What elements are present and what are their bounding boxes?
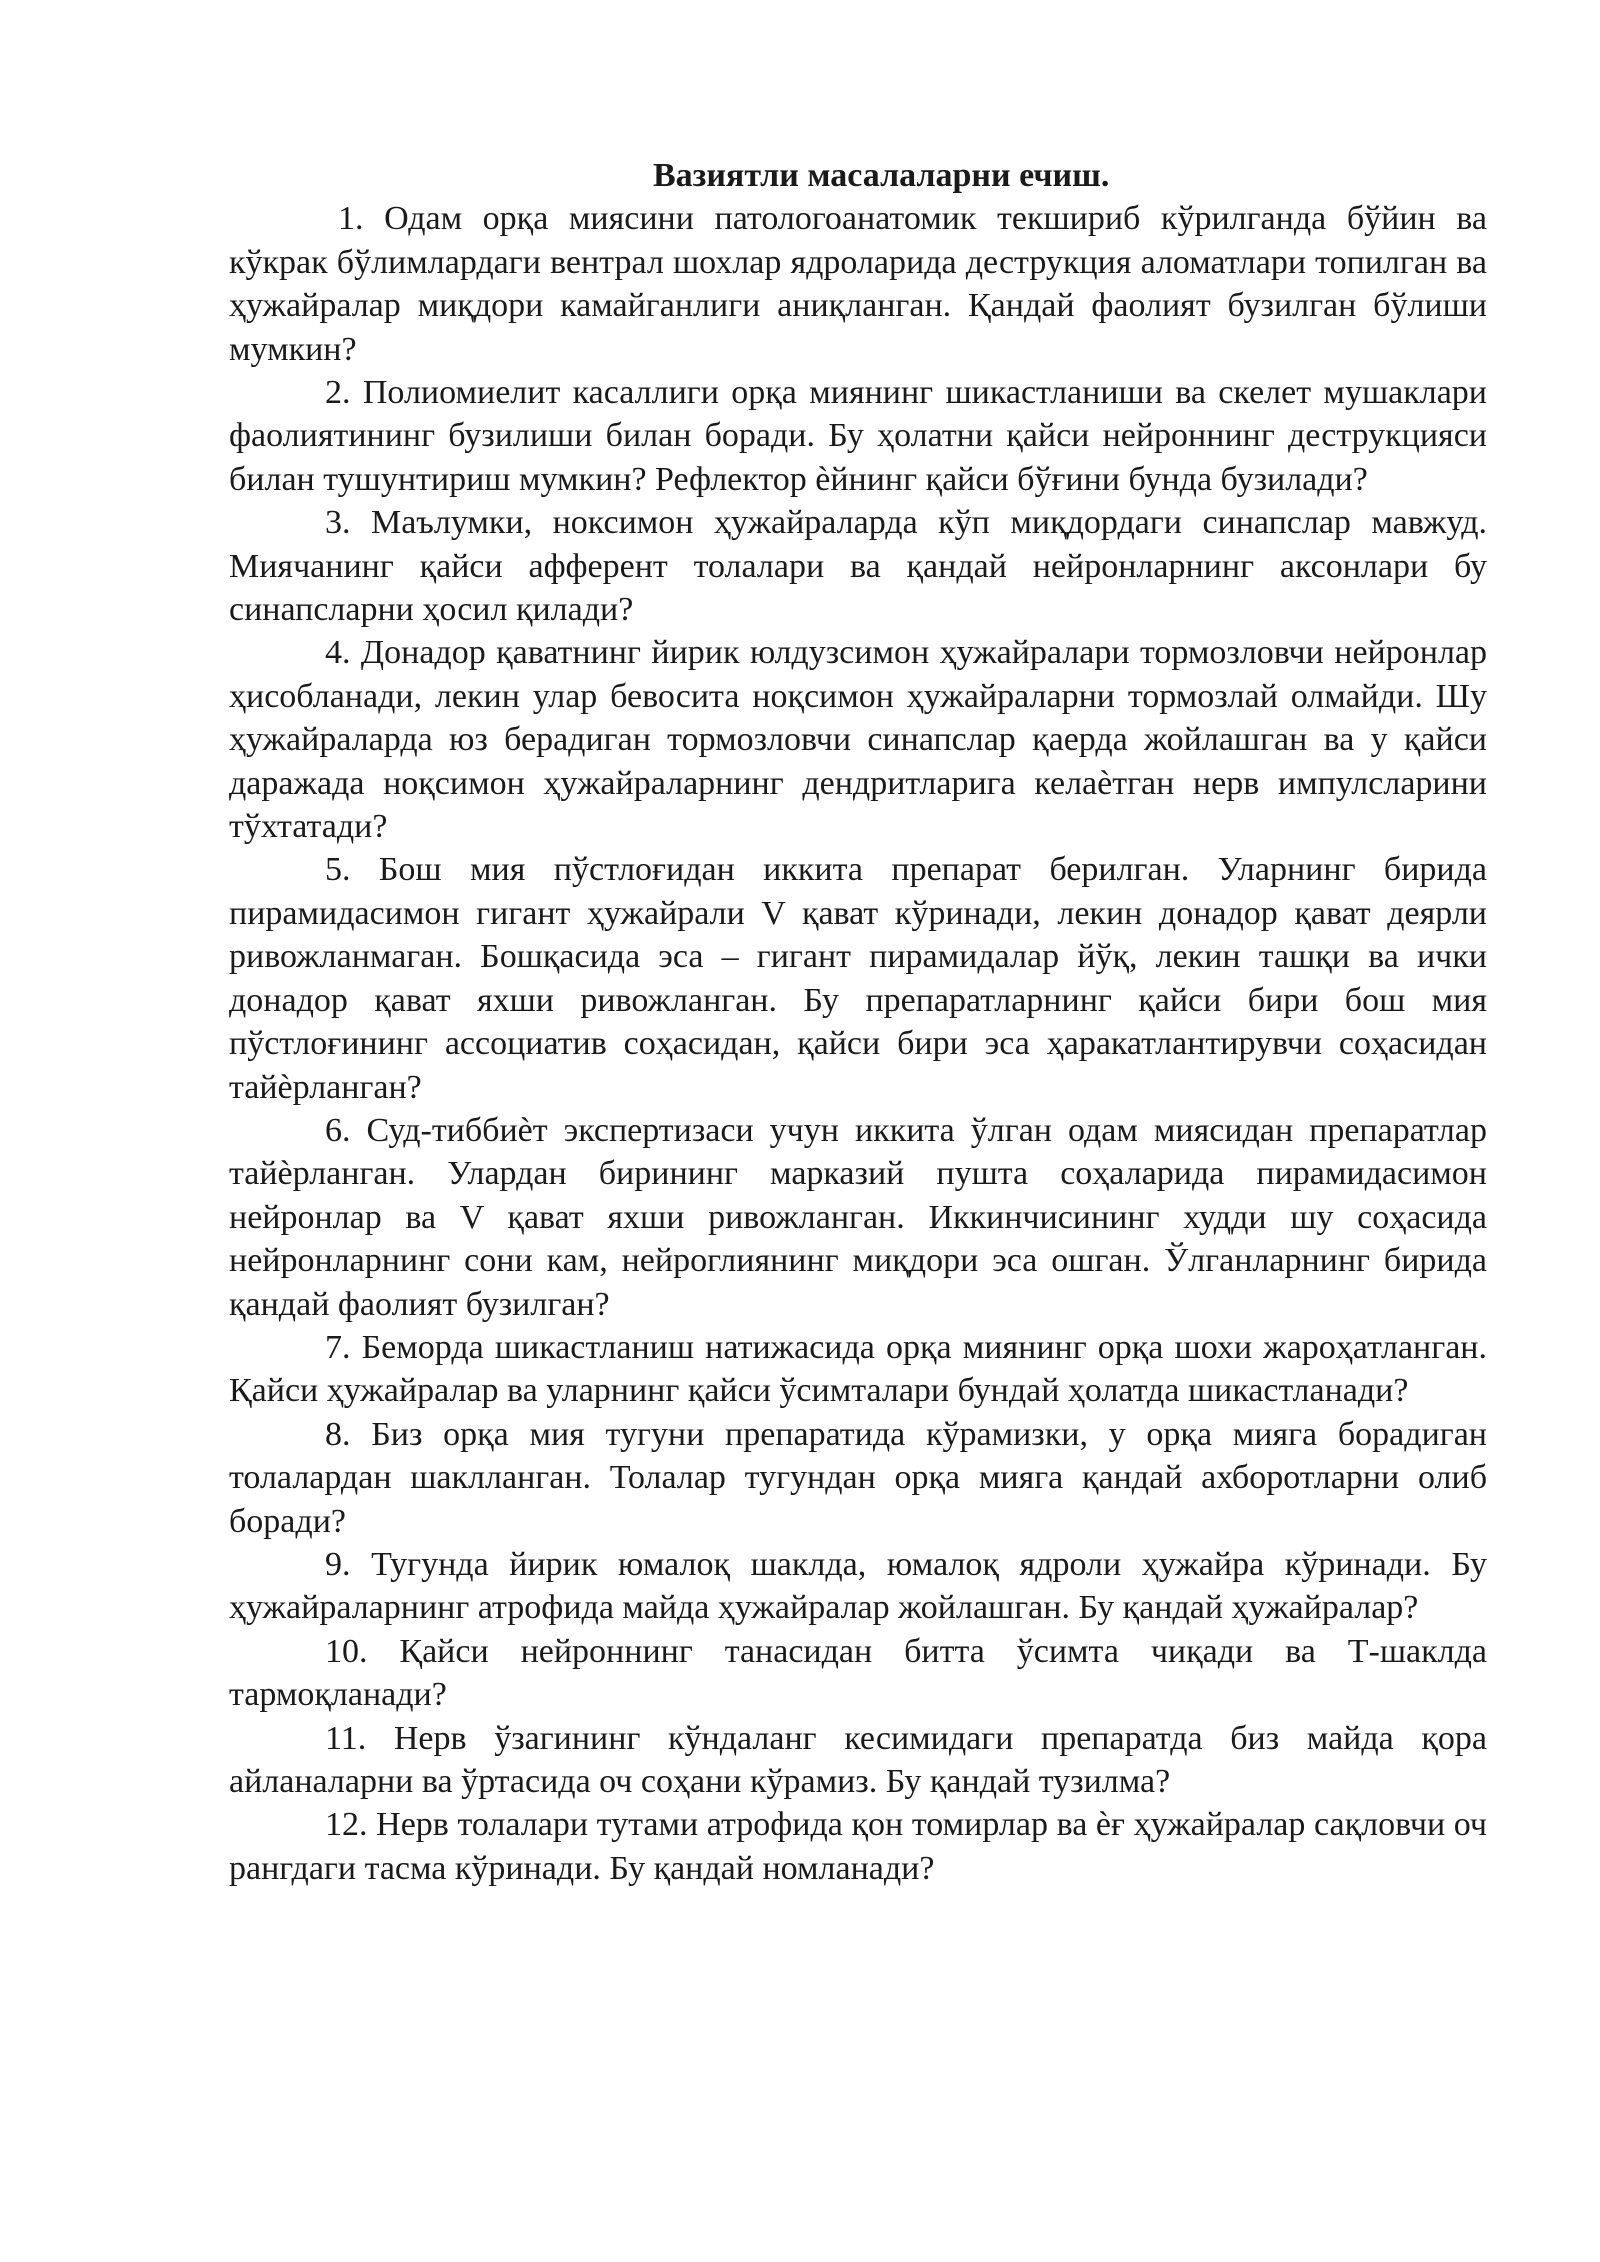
document-title: Вазиятли масалаларни ечиш. bbox=[653, 157, 1110, 194]
problem-paragraph-3: 3. Маълумки, ноксимон ҳужайраларда кўп миқдордаги синапслар мавжуд. Миячанинг қайси афферент толалари ва қандай нейронларнинг аксонлари бу синапсларни ҳосил қилади? bbox=[229, 504, 1487, 629]
problem-paragraph-8: 8. Биз орқа мия тугуни препаратида кўрамизки, у орқа мияга борадиган толалардан шаклланган. Толалар тугундан орқа мияга қандай ахборотларни олиб боради? bbox=[229, 1415, 1487, 1540]
problem-paragraph-12: 12. Нерв толалари тутами атрофида қон томирлар ва ѐғ ҳужайралар сақловчи оч рангдаги тасма кўринади. Бу қандай номланади? bbox=[229, 1806, 1487, 1887]
problem-paragraph-1: 1. Одам орқа миясини патологоанатомик текшириб кўрилганда бўйин ва кўкрак бўлимлардаги вентрал шохлар ядроларида деструкция аломатлари топилган ва ҳужайралар миқдори камайганлиги аниқланган. Қандай фаолият бузилган бўлиши мумкин? bbox=[229, 200, 1487, 368]
document-body bbox=[229, 154, 1487, 1890]
problem-paragraph-4: 4. Донадор қаватнинг йирик юлдузсимон ҳужайралари тормозловчи нейронлар ҳисобланади, лекин улар бевосита ноқсимон ҳужайраларни тормозлай олмайди. Шу ҳужайраларда юз берадиган тормозловчи синапслар қаерда жойлашган ва у қайси даражада ноқсимон ҳужайраларнинг дендритларига келаѐтган нерв импулсларини тўхтатади? bbox=[229, 634, 1487, 846]
problem-paragraph-10: 10. Қайси нейроннинг танасидан битта ўсимта чиқади ва Т-шаклда тармоқланади? bbox=[229, 1632, 1487, 1714]
problem-paragraph-11: 11. Нерв ўзагининг кўндаланг кесимидаги препаратда биз майда қора айланаларни ва ўртасида оч соҳани кўрамиз. Бу қандай тузилма? bbox=[229, 1719, 1487, 1801]
problem-paragraph-6: 6. Суд-тиббиѐт экспертизаси учун иккита ўлган одам миясидан препаратлар тайѐрланган. Улардан бирининг марказий пушта соҳаларида пирамидасимон нейронлар ва V қават яхши ривожланган. Иккинчисининг худди шу соҳасида нейронларнинг сони кам, нейроглиянинг миқдори эса ошган. Ўлганларнинг бирида қандай фаолият бузилган? bbox=[229, 1111, 1487, 1323]
problem-paragraph-2: 2. Полиомиелит касаллиги орқа миянинг шикастланиши ва скелет мушаклари фаолиятининг бузилиши билан боради. Бу ҳолатни қайси нейроннинг деструкцияси билан тушунтириш мумкин? Рефлектор ѐйнинг қайси бўғини бунда бузилади? bbox=[229, 374, 1487, 498]
problem-paragraph-5: 5. Бош мия пўстлоғидан иккита препарат берилган. Уларнинг бирида пирамидасимон гигант ҳужайрали V қават кўринади, лекин донадор қават деярли ривожланмаган. Бошқасида эса – гигант пирамидалар йўқ, лекин ташқи ва ички донадор қават яхши ривожланган. Бу препаратларнинг қайси бири бош мия пўстлоғининг ассоциатив соҳасидан, қайси бири эса ҳаракатлантирувчи соҳасидан тайѐрланган? bbox=[229, 851, 1487, 1106]
problem-paragraph-7: 7. Беморда шикастланиш натижасида орқа миянинг орқа шохи жароҳатланган. Қайси ҳужайралар ва уларнинг қайси ўсимталари бундай ҳолатда шикастланади? bbox=[229, 1328, 1487, 1410]
problem-paragraph-9: 9. Тугунда йирик юмалоқ шаклда, юмалоқ ядроли ҳужайра кўринади. Бу ҳужайраларнинг атрофида майда ҳужайралар жойлашган. Бу қандай ҳужайралар? bbox=[229, 1545, 1487, 1627]
